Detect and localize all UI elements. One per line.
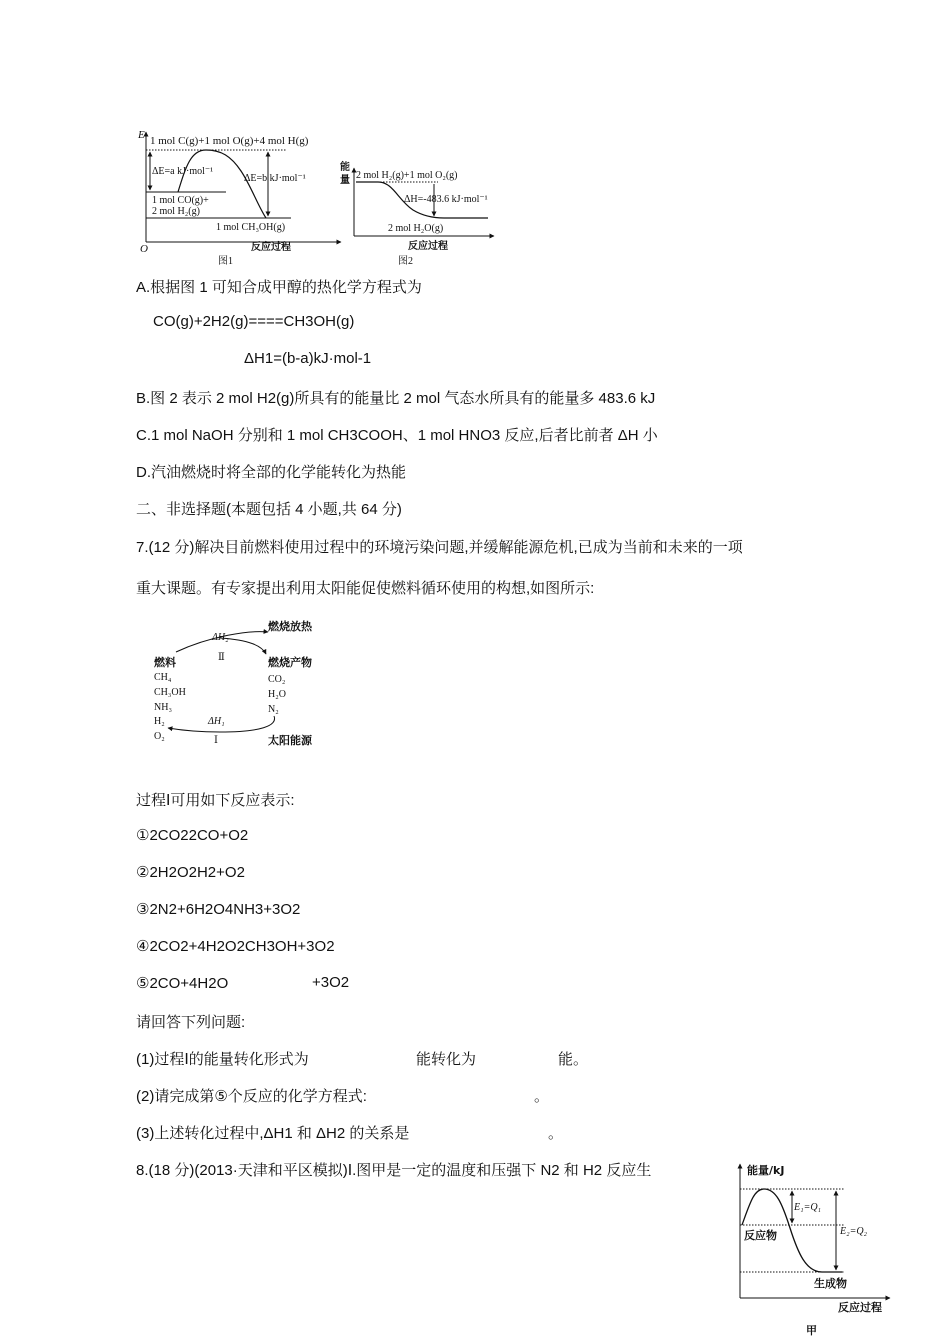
reaction-5-right: +3O2 [312,974,350,991]
delta-label: ΔH=-483.6 kJ·mol⁻¹ [404,194,488,205]
solar-label: 太阳能源 [268,734,312,747]
y-label-2: 量 [340,175,350,186]
fuel-item-1: CH₄ [154,672,172,683]
delta-a-label: ΔE=a kJ·mol⁻¹ [152,166,214,177]
roman-2: Ⅱ [218,652,225,663]
answer-1-prefix: (1)过程Ⅰ的能量转化形式为 [136,1051,309,1068]
roman-1: Ⅰ [214,735,218,746]
question-7-line-1: 7.(12 分)解决目前燃料使用过程中的环境污染问题,并缓解能源危机,已成为当前和未来的一项 [136,539,743,556]
fuel-item-2: CH₃OH [154,687,186,698]
e2-label: E₂=Q₂ [840,1226,868,1237]
option-b: B.图 2 表示 2 mol H2(g)所具有的能量比 2 mol 气态水所具有的能量多 483.6 kJ [136,390,656,407]
axis-e-label: E [138,129,145,141]
dh2-label: ΔH₂ [212,632,229,643]
x-axis-label: 反应过程 [408,241,448,252]
reaction-2: ②2H2O2H2+O2 [136,864,245,881]
fuel-item-4: H₂ [154,716,165,727]
questions-intro: 请回答下列问题: [136,1014,246,1031]
e1-label: E₁=Q₁ [794,1202,822,1213]
y-label-1: 能 [340,162,350,173]
top-level-label: 1 mol C(g)+1 mol O(g)+4 mol H(g) [150,135,309,147]
reaction-4: ④2CO2+4H2O2CH3OH+3O2 [136,938,335,955]
question-8: 8.(18 分)(2013·天津和平区模拟)Ⅰ.图甲是一定的温度和压强下 N2 和 H2 反应生 [136,1162,652,1179]
product-item-2: H₂O [268,689,286,700]
dh1-label: ΔH₁ [208,716,225,727]
answer-2-prefix: (2)请完成第⑤个反应的化学方程式: [136,1088,367,1105]
bottom-label: 1 mol CH₃OH(g) [216,222,286,233]
delta-b-label: ΔE=b kJ·mol⁻¹ [244,173,306,184]
product-item-3: N₂ [268,704,279,715]
caption: 图1 [218,256,233,267]
bottom-label: 2 mol H₂O(g) [388,223,444,234]
question-7-line-2: 重大课题。有专家提出利用太阳能促使燃料循环使用的构想,如图所示: [136,580,595,597]
origin-label: O [140,243,148,255]
fuel-item-3: NH₃ [154,702,172,713]
product-item-1: CO₂ [268,674,286,685]
reactant-label: 反应物 [744,1229,777,1242]
option-a: A.根据图 1 可知合成甲醇的热化学方程式为 [136,279,422,296]
section-heading: 二、非选择题(本题包括 4 小题,共 64 分) [136,501,402,518]
figure-2 [338,152,498,268]
x-axis-label: 反应过程 [251,242,291,253]
answer-3-prefix: (3)上述转化过程中,ΔH1 和 ΔH2 的关系是 [136,1125,410,1142]
answer-3-suffix: 。 [548,1125,564,1142]
caption: 甲 [806,1324,817,1337]
reaction-1: ①2CO22CO+O2 [136,827,249,844]
figure-jia [730,1158,898,1340]
process-1-intro: 过程Ⅰ可用如下反应表示: [136,792,295,809]
option-d: D.汽油燃烧时将全部的化学能转化为热能 [136,464,407,481]
mid-label-2: 2 mol H₂(g) [152,206,200,217]
top-label: 2 mol H₂(g)+1 mol O₂(g) [356,170,458,181]
y-axis-label: 能量/kJ [747,1164,785,1177]
option-c: C.1 mol NaOH 分别和 1 mol CH3COOH、1 mol HNO3 反应,后者比前者 ΔH 小 [136,427,658,444]
products-label: 燃烧产物 [268,656,312,669]
option-a-delta: ΔH1=(b-a)kJ·mol-1 [244,350,372,367]
burn-heat-label: 燃烧放热 [268,620,312,633]
product-label: 生成物 [814,1277,847,1290]
reaction-5-left: ⑤2CO+4H2O [136,975,229,992]
caption: 图2 [398,256,413,267]
answer-2-suffix: 。 [534,1088,550,1105]
reaction-3: ③2N2+6H2O4NH3+3O2 [136,901,301,918]
fuel-cycle-diagram [150,616,330,750]
fuel-label: 燃料 [154,656,176,669]
answer-1-middle: 能转化为 [416,1051,477,1068]
option-a-equation: CO(g)+2H2(g)====CH3OH(g) [153,313,355,330]
answer-1-suffix: 能。 [558,1051,589,1068]
fuel-item-5: O₂ [154,731,165,742]
mid-label-1: 1 mol CO(g)+ [152,195,209,206]
x-axis-label: 反应过程 [838,1301,882,1314]
figure-1 [136,126,346,268]
